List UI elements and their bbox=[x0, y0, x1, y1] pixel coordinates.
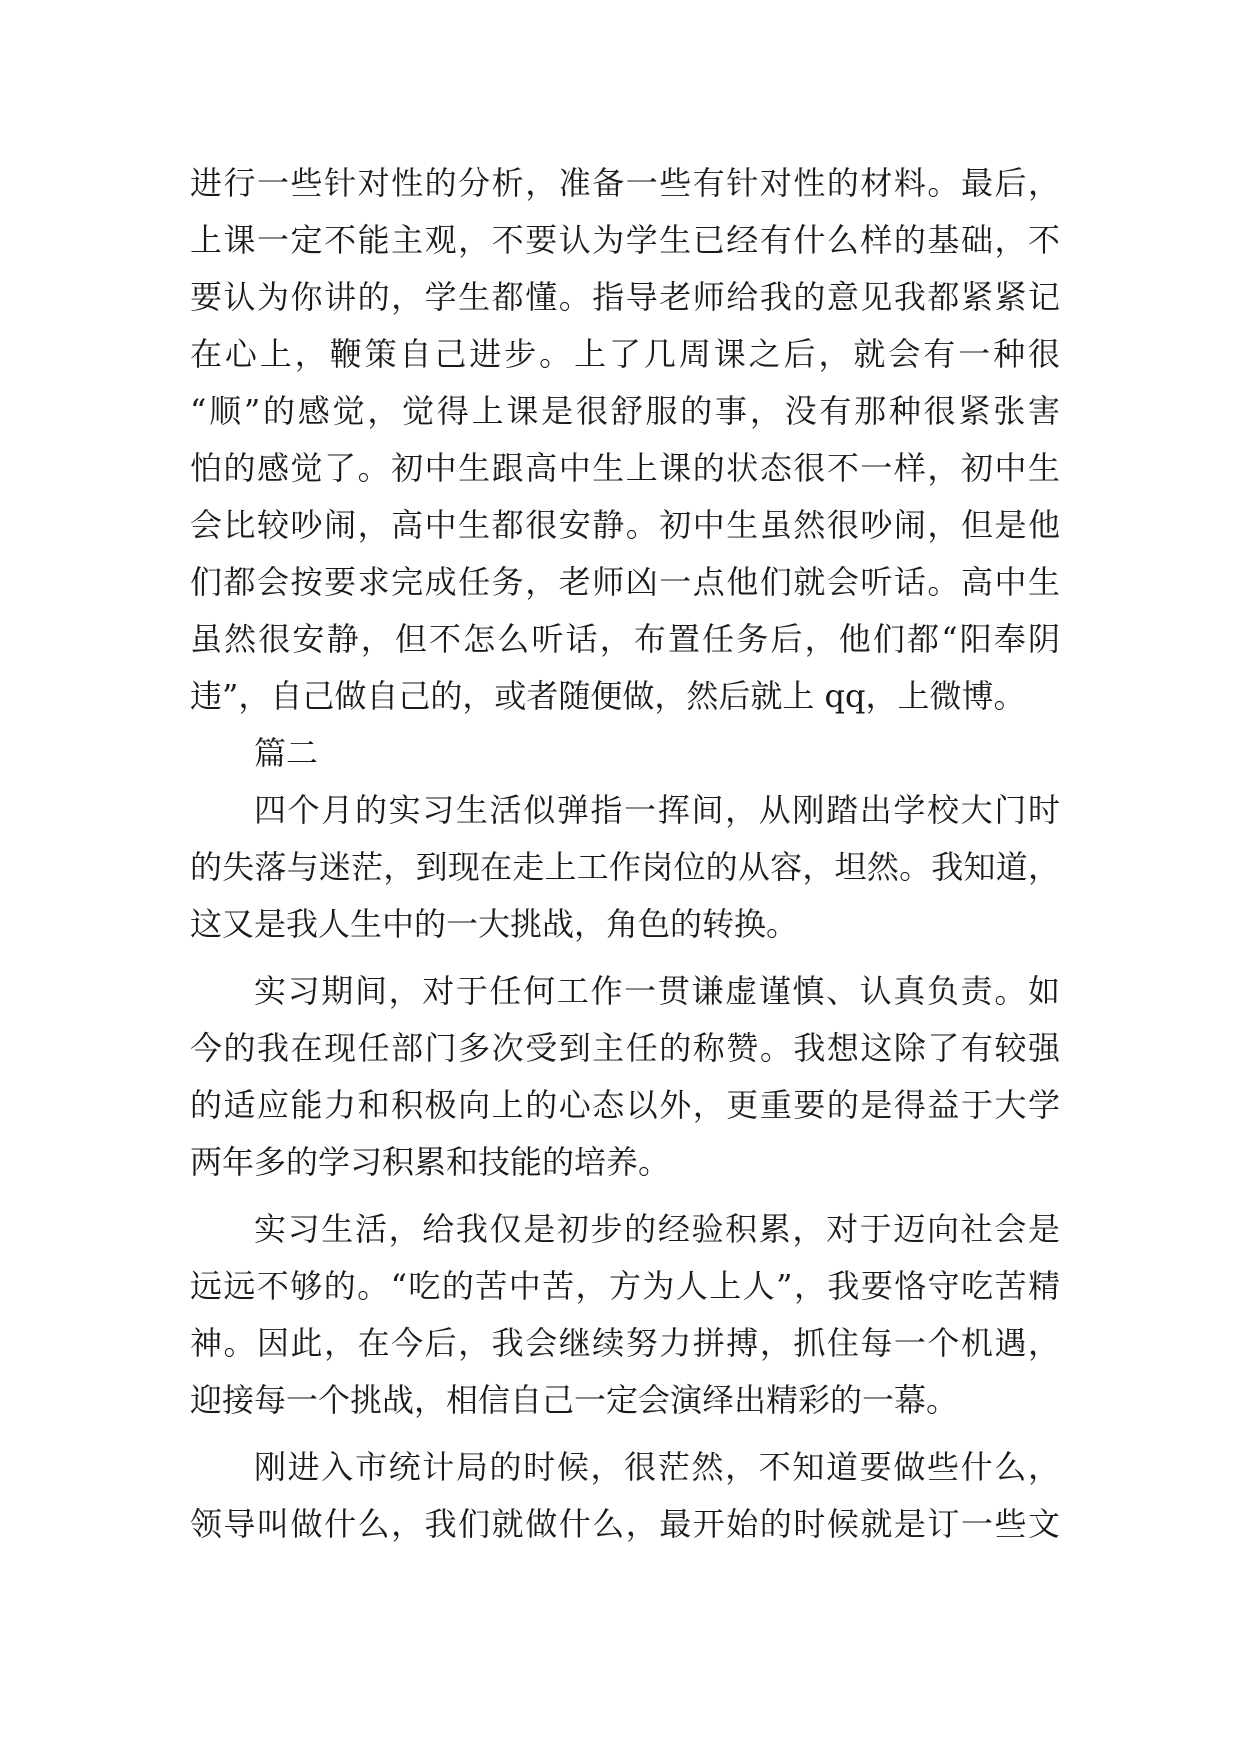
text-line: 领导叫做什么，我们就做什么，最开始的时候就是订一些文 bbox=[190, 1505, 1060, 1543]
text-line: 怕的感觉了。初中生跟高中生上课的状态很不一样，初中生 bbox=[190, 449, 1060, 487]
text-line: 实习生活，给我仅是初步的经验积累，对于迈向社会是 bbox=[254, 1210, 1060, 1248]
text-line: 的适应能力和积极向上的心态以外，更重要的是得益于大学 bbox=[190, 1086, 1060, 1124]
text-line: 远远不够的。“吃的苦中苦，方为人上人”，我要恪守吃苦精 bbox=[190, 1267, 1060, 1305]
text-line: “顺”的感觉，觉得上课是很舒服的事，没有那种很紧张害 bbox=[190, 392, 1060, 430]
text-line: 今的我在现任部门多次受到主任的称赞。我想这除了有较强 bbox=[190, 1029, 1060, 1067]
text-line: 四个月的实习生活似弹指一挥间，从刚踏出学校大门时 bbox=[254, 791, 1060, 829]
text-line: 这又是我人生中的一大挑战，角色的转换。 bbox=[190, 905, 799, 943]
text-line: 两年多的学习积累和技能的培养。 bbox=[190, 1143, 671, 1181]
text-line: 的失落与迷茫，到现在走上工作岗位的从容，坦然。我知道， bbox=[190, 848, 1060, 886]
text-line: 实习期间，对于任何工作一贯谦虚谨慎、认真负责。如 bbox=[254, 972, 1060, 1010]
document-body bbox=[190, 155, 1060, 1553]
text-line: 虽然很安静，但不怎么听话，布置任务后，他们都“阳奉阴 bbox=[190, 620, 1060, 658]
text-line: 进行一些针对性的分析，准备一些有针对性的材料。最后， bbox=[190, 164, 1060, 202]
text-line: 们都会按要求完成任务，老师凶一点他们就会听话。高中生 bbox=[190, 563, 1060, 601]
text-line: 上课一定不能主观，不要认为学生已经有什么样的基础，不 bbox=[190, 221, 1060, 259]
text-line: 违”，自己做自己的，或者随便做，然后就上 qq，上微博。 bbox=[190, 677, 1026, 715]
text-line: 神。因此，在今后，我会继续努力拼搏，抓住每一个机遇， bbox=[190, 1324, 1060, 1362]
text-line: 刚进入市统计局的时候，很茫然，不知道要做些什么， bbox=[254, 1448, 1060, 1486]
text-line: 要认为你讲的，学生都懂。指导老师给我的意见我都紧紧记 bbox=[190, 278, 1060, 316]
text-line: 迎接每一个挑战，相信自己一定会演绎出精彩的一幕。 bbox=[190, 1381, 959, 1419]
text-line: 在心上，鞭策自己进步。上了几周课之后，就会有一种很 bbox=[190, 335, 1060, 373]
text-line: 会比较吵闹，高中生都很安静。初中生虽然很吵闹，但是他 bbox=[190, 506, 1060, 544]
section-heading: 篇二 bbox=[254, 734, 319, 772]
